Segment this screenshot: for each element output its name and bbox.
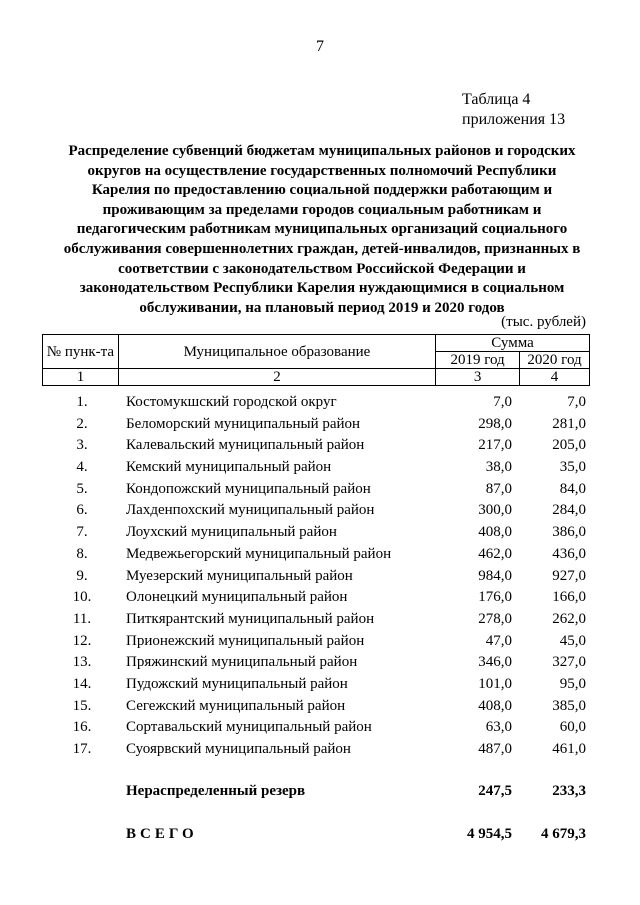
row-value-2020: 205,0 bbox=[552, 437, 586, 454]
row-value-2020: 166,0 bbox=[552, 589, 586, 606]
row-number: 1. bbox=[76, 394, 88, 410]
row-value-2019: 408,0 bbox=[478, 697, 512, 714]
row-number: 5. bbox=[76, 480, 88, 497]
row-number: 13. bbox=[72, 654, 92, 671]
row-value-2019: 38,0 bbox=[485, 459, 512, 476]
row-municipality: Прионежский муниципальный район bbox=[126, 632, 365, 649]
row-number: 3. bbox=[76, 437, 88, 454]
row-value-2019: 298,0 bbox=[478, 415, 512, 432]
row-value-2020: 436,0 bbox=[552, 545, 586, 562]
row-value-2019: 217,0 bbox=[478, 437, 512, 454]
reserve-2020: 233,3 bbox=[552, 783, 586, 799]
table-row bbox=[42, 500, 590, 522]
table-row bbox=[42, 566, 590, 588]
row-municipality: Сегежский муниципальный район bbox=[126, 697, 346, 714]
header-municipality: Муниципальное образование bbox=[118, 335, 435, 369]
total-2019: 4 954,5 bbox=[467, 826, 512, 842]
row-municipality: Пудожский муниципальный район bbox=[126, 675, 348, 692]
row-value-2019: 346,0 bbox=[478, 654, 512, 671]
table-row bbox=[42, 674, 590, 696]
row-value-2019: 408,0 bbox=[478, 524, 512, 541]
row-number: 16. bbox=[72, 719, 92, 736]
header-index-2: 2 bbox=[118, 369, 435, 386]
reserve-label: Нераспределенный резерв bbox=[126, 783, 306, 799]
table-reference bbox=[462, 90, 565, 130]
header-index-3: 3 bbox=[436, 369, 520, 386]
row-value-2019: 984,0 bbox=[478, 567, 512, 584]
row-municipality: Сортавальский муниципальный район bbox=[126, 719, 372, 736]
row-number: 15. bbox=[72, 697, 92, 714]
row-municipality: Муезерский муниципальный район bbox=[126, 567, 353, 584]
table-header bbox=[42, 334, 590, 386]
table-row bbox=[42, 479, 590, 501]
table-row bbox=[42, 414, 590, 436]
header-year-2019: 2019 год bbox=[436, 352, 520, 369]
row-number: 2. bbox=[76, 415, 88, 432]
row-municipality: Лахденпохский муниципальный район bbox=[126, 502, 375, 519]
row-value-2020: 927,0 bbox=[552, 567, 586, 584]
row-value-2019: 101,0 bbox=[478, 675, 512, 692]
row-number: 17. bbox=[72, 741, 92, 757]
table-row bbox=[42, 587, 590, 609]
document-title: Распределение субвенций бюджетам муниципальных районов и городских округов на осуществление государственных полномочий Республики Карелия по предоставлению социальной поддержки работающим и проживающим за пределами городов социальным работникам и педагогическим работникам муниципальных организаций социального обслуживания совершеннолетних граждан, детей-инвалидов, признанных в соответствии с законодательством Российской Федерации и законодательством Республики Карелия нуждающимися в социальном обслуживании, на плановый период 2019 и 2020 годов bbox=[63, 143, 581, 316]
row-value-2020: 60,0 bbox=[559, 719, 586, 736]
table-row bbox=[42, 652, 590, 674]
row-number: 6. bbox=[76, 502, 88, 519]
row-number: 12. bbox=[72, 632, 92, 649]
table-row bbox=[42, 544, 590, 566]
row-value-2019: 300,0 bbox=[478, 502, 512, 519]
total-2020: 4 679,3 bbox=[541, 826, 586, 842]
row-municipality: Кемский муниципальный район bbox=[126, 459, 332, 476]
header-year-2020: 2020 год bbox=[520, 352, 590, 369]
row-value-2019: 462,0 bbox=[478, 545, 512, 562]
table-row bbox=[42, 522, 590, 544]
table-row bbox=[42, 696, 590, 718]
header-index-1: 1 bbox=[43, 369, 119, 386]
total-row bbox=[42, 824, 590, 846]
row-value-2020: 386,0 bbox=[552, 524, 586, 541]
row-value-2020: 327,0 bbox=[552, 654, 586, 671]
row-number: 10. bbox=[72, 589, 92, 606]
row-value-2020: 262,0 bbox=[552, 610, 586, 627]
row-municipality: Олонецкий муниципальный район bbox=[126, 589, 348, 606]
table-row bbox=[42, 457, 590, 479]
row-value-2019: 47,0 bbox=[485, 632, 512, 649]
table-row bbox=[42, 717, 590, 739]
row-number: 11. bbox=[72, 610, 92, 627]
table-body bbox=[42, 392, 590, 761]
row-value-2019: 487,0 bbox=[478, 741, 512, 757]
table-row bbox=[42, 609, 590, 631]
row-value-2020: 84,0 bbox=[559, 480, 586, 497]
row-value-2019: 7,0 bbox=[493, 394, 512, 410]
table-row bbox=[42, 739, 590, 761]
row-number: 7. bbox=[76, 524, 88, 541]
table-row bbox=[42, 435, 590, 457]
row-value-2020: 7,0 bbox=[567, 394, 586, 410]
row-value-2019: 176,0 bbox=[478, 589, 512, 606]
row-municipality: Калевальский муниципальный район bbox=[126, 437, 365, 454]
row-value-2019: 87,0 bbox=[485, 480, 512, 497]
header-num: № пунк-та bbox=[43, 335, 119, 369]
table-ref-line1: Таблица 4 bbox=[462, 91, 531, 108]
row-number: 14. bbox=[72, 675, 92, 692]
header-sum: Сумма bbox=[436, 335, 590, 352]
row-value-2020: 284,0 bbox=[552, 502, 586, 519]
row-municipality: Лоухский муниципальный район bbox=[126, 524, 337, 541]
row-value-2020: 461,0 bbox=[552, 741, 586, 757]
header-index-4: 4 bbox=[520, 369, 590, 386]
row-value-2020: 281,0 bbox=[552, 415, 586, 432]
row-municipality: Медвежьегорский муниципальный район bbox=[126, 545, 392, 562]
reserve-2019: 247,5 bbox=[478, 783, 512, 799]
row-value-2020: 45,0 bbox=[559, 632, 586, 649]
table-row bbox=[42, 392, 590, 414]
row-number: 8. bbox=[76, 545, 88, 562]
table-row bbox=[42, 631, 590, 653]
row-value-2020: 95,0 bbox=[559, 675, 586, 692]
total-label: ВСЕГО bbox=[126, 826, 198, 842]
row-number: 9. bbox=[76, 567, 88, 584]
row-value-2019: 278,0 bbox=[478, 610, 512, 627]
units-label: (тыс. рублей) bbox=[501, 314, 586, 330]
row-municipality: Суоярвский муниципальный район bbox=[126, 741, 351, 757]
row-municipality: Кондопожский муниципальный район bbox=[126, 480, 371, 497]
reserve-row bbox=[42, 781, 590, 803]
row-municipality: Костомукшский городской округ bbox=[126, 394, 337, 410]
row-value-2020: 35,0 bbox=[559, 459, 586, 476]
row-number: 4. bbox=[76, 459, 88, 476]
row-value-2020: 385,0 bbox=[552, 697, 586, 714]
row-municipality: Пряжинский муниципальный район bbox=[126, 654, 358, 671]
row-municipality: Беломорский муниципальный район bbox=[126, 415, 361, 432]
row-value-2019: 63,0 bbox=[485, 719, 512, 736]
table-ref-line2: приложения 13 bbox=[462, 111, 566, 128]
row-municipality: Питкярантский муниципальный район bbox=[126, 610, 375, 627]
page-number: 7 bbox=[316, 38, 324, 55]
